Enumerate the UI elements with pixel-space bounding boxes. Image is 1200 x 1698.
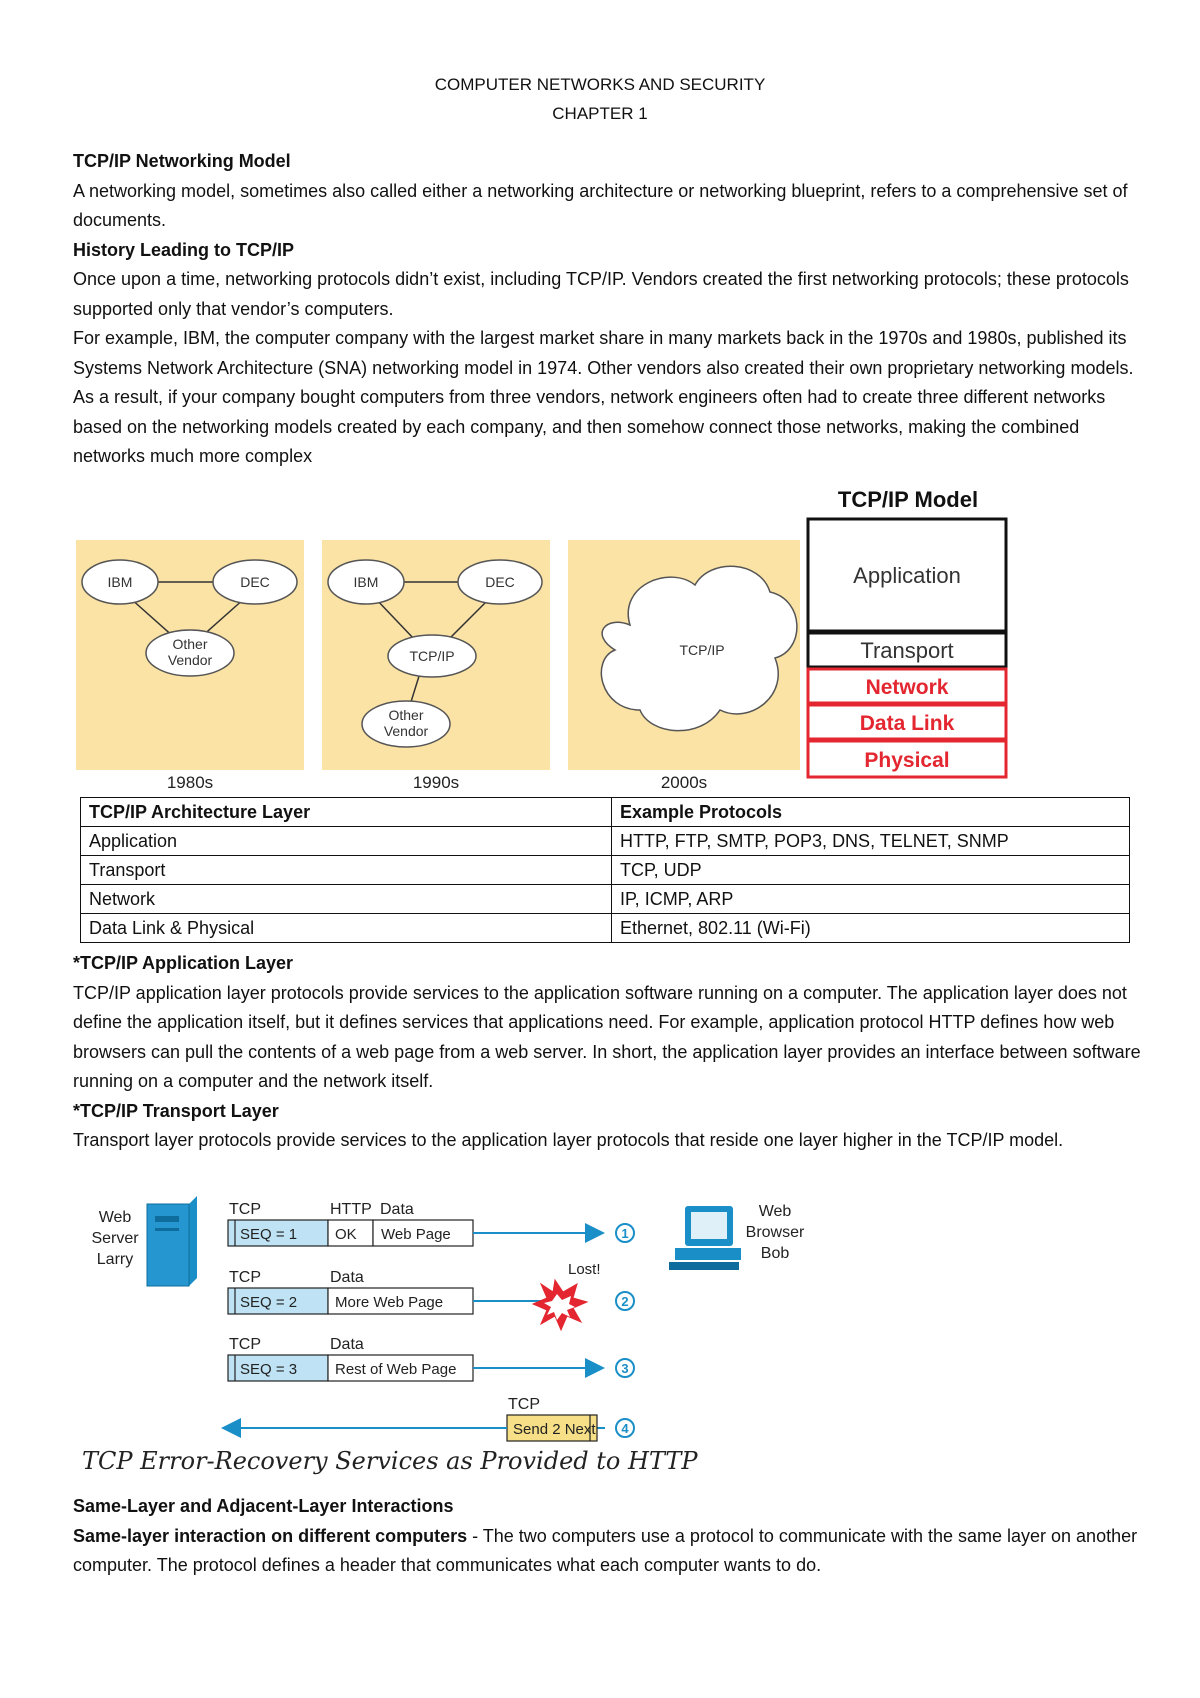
table-header-row xyxy=(81,798,1130,827)
label-vendor-1990s: Vendor xyxy=(383,723,429,739)
label-other-1980s: Other xyxy=(172,636,208,652)
label-dec-1980s: DEC xyxy=(240,574,270,590)
table-cell-protocols: HTTP, FTP, SMTP, POP3, DNS, TELNET, SNMP xyxy=(612,827,1130,856)
row3-data-label: Data xyxy=(330,1336,364,1353)
table-row xyxy=(81,885,1130,914)
row3-rest-webpage-label: Rest of Web Page xyxy=(335,1361,457,1378)
layer-physical-label: Physical xyxy=(864,749,950,772)
layer-network-label: Network xyxy=(865,676,949,699)
browser-label-line3: Bob xyxy=(760,1245,790,1262)
interactions-text: - The two computers use a protocol to communicate with the same layer on another computer. The protocol defines a header that communicates what each computer wants to do. xyxy=(73,1525,1138,1575)
era-label-2000s: 2000s xyxy=(660,773,708,792)
label-ibm-1990s: IBM xyxy=(353,574,379,590)
label-other-1990s: Other xyxy=(388,707,424,723)
step-2-label: 2 xyxy=(621,1294,629,1309)
table-cell-layer: Network xyxy=(81,885,612,914)
model-title: TCP/IP Model xyxy=(837,487,979,512)
application-layer-paragraph: TCP/IP application layer protocols provide services to the application software running on a computer. The application layer does not define the application itself, but it defines services that applications need. For example, application protocol HTTP defines how web browsers can pull the contents of a web page from a web server. In short, the application layer provides an interface between software running on a computer and the network itself. xyxy=(73,982,1141,1091)
browser-label-line2: Browser xyxy=(745,1224,805,1241)
server-label-line1: Web xyxy=(98,1209,132,1226)
browser-label-line1: Web xyxy=(758,1203,792,1220)
cloud-tcpip-1990s xyxy=(388,635,476,677)
layer-datalink-label: Data Link xyxy=(859,712,955,735)
row4-send-next-label: Send 2 Next xyxy=(513,1421,596,1438)
table-row xyxy=(81,914,1130,943)
label-tcpip-2000s: TCP/IP xyxy=(679,642,725,658)
layer-transport-label: Transport xyxy=(860,638,954,663)
table-cell-protocols: TCP, UDP xyxy=(612,856,1130,885)
history-paragraph-1: Once upon a time, networking protocols didn’t exist, including TCP/IP. Vendors created the first networking protocols; these protocols supported only that vendor’s computers. xyxy=(73,269,1129,319)
row2-data-label: Data xyxy=(330,1269,364,1286)
cloud-dec-1980s xyxy=(213,560,297,604)
lost-label: Lost! xyxy=(568,1261,601,1278)
server-label-line3: Larry xyxy=(96,1251,134,1268)
heading-transport-layer: *TCP/IP Transport Layer xyxy=(73,1100,279,1121)
cloud-ibm-1990s xyxy=(328,560,404,604)
tcp-error-recovery-figure xyxy=(85,1192,825,1444)
row3-tcp-label: TCP xyxy=(229,1336,261,1353)
label-ibm-1980s: IBM xyxy=(107,574,133,590)
step-3-label: 3 xyxy=(621,1361,629,1376)
protocol-table xyxy=(80,797,1130,943)
table-cell-protocols: Ethernet, 802.11 (Wi-Fi) xyxy=(612,914,1130,943)
step-4-label: 4 xyxy=(621,1421,629,1436)
era-label-1990s: 1990s xyxy=(412,773,460,792)
row1-tcp-label: TCP xyxy=(229,1201,261,1218)
label-tcpip-1990s: TCP/IP xyxy=(409,648,455,664)
heading-networking-model: TCP/IP Networking Model xyxy=(73,151,291,171)
table-row xyxy=(81,827,1130,856)
row1-data-label: Data xyxy=(380,1201,414,1218)
table-header-layer: TCP/IP Architecture Layer xyxy=(81,798,612,827)
cloud-other-vendor-1980s xyxy=(146,630,234,676)
history-paragraph-2: For example, IBM, the computer company with the largest market share in many markets back in the 1970s and 1980s, published its Systems Network Architecture (SNA) networking model in 1974. Other vendors also created their own proprietary networking models. As a result, if your company bought computers from three vendors, network engineers often had to create three different networks based on the networking models created by each company, and then somehow connect those networks, making the combined networks much more complex xyxy=(73,328,1134,466)
networking-model-paragraph: A networking model, sometimes also called either a networking architecture or networking blueprint, refers to a comprehensive set of documents. xyxy=(73,180,1128,230)
row1-ok-label: OK xyxy=(335,1226,357,1243)
row2-tcp-label: TCP xyxy=(229,1269,261,1286)
intro-section xyxy=(73,147,1143,472)
row3-seq-label: SEQ = 3 xyxy=(240,1361,298,1378)
label-vendor-1980s: Vendor xyxy=(167,652,213,668)
figure-caption: TCP Error-Recovery Services as Provided to HTTP xyxy=(82,1447,698,1475)
layer-application-label: Application xyxy=(853,563,961,588)
table-row xyxy=(81,856,1130,885)
transport-layer-paragraph: Transport layer protocols provide services to the application layer protocols that reside one layer higher in the TCP/IP model. xyxy=(73,1130,1064,1150)
interactions-section xyxy=(73,1492,1143,1581)
interactions-paragraph xyxy=(73,1522,1143,1581)
tcpip-model-figure xyxy=(800,483,1020,783)
table-cell-protocols: IP, ICMP, ARP xyxy=(612,885,1130,914)
layers-section xyxy=(73,949,1143,1156)
table-header-protocols: Example Protocols xyxy=(612,798,1130,827)
chapter-title: CHAPTER 1 xyxy=(552,104,648,123)
label-dec-1990s: DEC xyxy=(485,574,515,590)
row1-seq-label: SEQ = 1 xyxy=(240,1226,298,1243)
row2-more-webpage-label: More Web Page xyxy=(335,1294,444,1311)
step-1-label: 1 xyxy=(621,1226,629,1241)
table-cell-layer: Data Link & Physical xyxy=(81,914,612,943)
history-figure xyxy=(70,530,810,792)
era-label-1980s: 1980s xyxy=(166,773,214,792)
pc-icon xyxy=(669,1206,741,1270)
table-cell-layer: Transport xyxy=(81,856,612,885)
row1-webpage-label: Web Page xyxy=(381,1226,451,1243)
server-label-line2: Server xyxy=(91,1230,139,1247)
row1-http-label: HTTP xyxy=(330,1201,372,1218)
row2-seq-label: SEQ = 2 xyxy=(240,1294,298,1311)
row4-tcp-label: TCP xyxy=(508,1396,540,1413)
server-icon xyxy=(147,1196,197,1286)
heading-application-layer: *TCP/IP Application Layer xyxy=(73,953,294,973)
cloud-dec-1990s xyxy=(458,560,542,604)
heading-history: History Leading to TCP/IP xyxy=(73,239,295,260)
table-cell-layer: Application xyxy=(81,827,612,856)
course-title: COMPUTER NETWORKS AND SECURITY xyxy=(434,75,766,94)
heading-interactions: Same-Layer and Adjacent-Layer Interactions xyxy=(73,1496,454,1516)
cloud-ibm-1980s xyxy=(82,560,158,604)
cloud-other-vendor-1990s xyxy=(362,701,450,747)
interactions-lead: Same-layer interaction on different computers xyxy=(73,1525,468,1546)
